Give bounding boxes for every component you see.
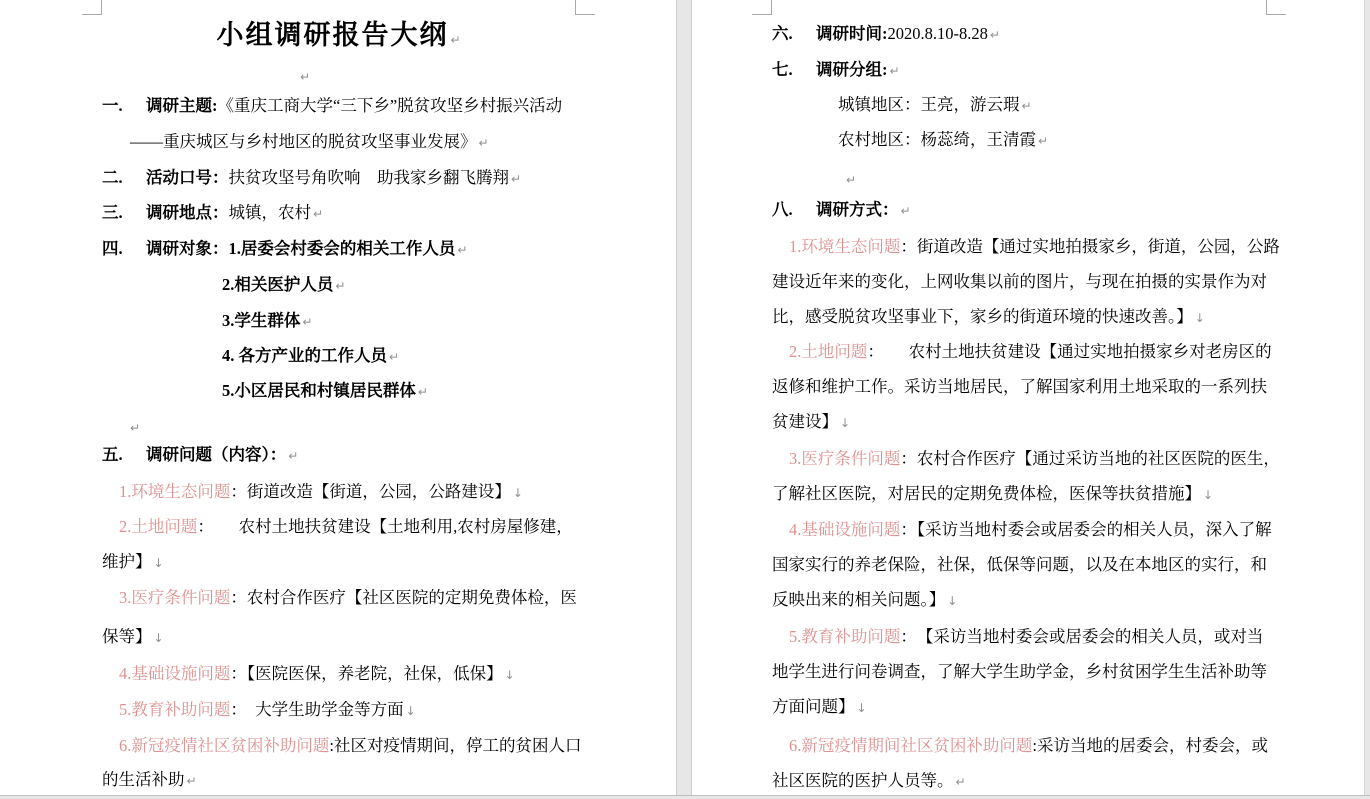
text-segment: 社区医院的医护人员等。 xyxy=(772,771,954,790)
text-line xyxy=(789,627,1263,647)
text-segment: 6.新冠疫情社区贫困补助问题 xyxy=(119,736,330,755)
text-segment: 农村地区：杨蕊绮，王清霞 xyxy=(838,130,1036,149)
text-line xyxy=(844,169,856,190)
text-segment: ——重庆城区与乡村地区的脱贫攻坚事业发展》 xyxy=(130,132,477,151)
formatting-mark: ↵ xyxy=(1021,99,1032,113)
formatting-mark: ↓ xyxy=(1203,488,1214,502)
text-segment: 四. xyxy=(102,239,123,258)
text-line xyxy=(130,132,489,153)
formatting-mark: ↵ xyxy=(335,279,346,293)
text-segment: 3.医疗条件问题 xyxy=(119,588,231,607)
formatting-mark: ↵ xyxy=(450,33,461,47)
text-segment: ： 【采访当地村委会或居委会的相关人员，或对当 xyxy=(900,627,1264,646)
text-line xyxy=(102,96,562,116)
text-line xyxy=(119,664,515,685)
text-line xyxy=(838,130,1048,151)
formatting-mark: ↵ xyxy=(889,64,900,78)
formatting-mark: ↵ xyxy=(130,421,141,435)
text-segment: 2020.8.10-8.28 xyxy=(887,24,988,43)
text-line xyxy=(772,24,1000,45)
text-line xyxy=(772,60,900,81)
text-segment: 3.医疗条件问题 xyxy=(789,449,901,468)
text-boundary-mark-top-left xyxy=(82,0,102,15)
text-segment: ：农村合作医疗【通过采访当地的社区医院的医生， xyxy=(900,449,1280,468)
text-line xyxy=(772,272,1267,292)
text-segment: 方面问题】 xyxy=(772,697,855,716)
text-line xyxy=(102,239,467,260)
text-segment: 2.土地问题 xyxy=(119,517,198,536)
text-line xyxy=(838,95,1032,116)
text-segment: ： 农村土地扶贫建设【土地利用,农村房屋修建， xyxy=(197,517,573,536)
text-line xyxy=(772,200,911,221)
text-segment: 6.新冠疫情期间社区贫困补助问题 xyxy=(789,736,1033,755)
text-segment: 1.环境生态问题 xyxy=(119,482,231,501)
formatting-mark: ↓ xyxy=(856,701,867,715)
text-segment: 城镇，农村 xyxy=(228,203,311,222)
text-segment: 1.居委会村委会的相关工作人员 xyxy=(228,239,456,258)
text-line xyxy=(772,590,957,611)
text-segment: 3.学生群体 xyxy=(222,311,301,330)
formatting-mark: ↵ xyxy=(955,775,966,789)
formatting-mark: ↵ xyxy=(417,385,428,399)
formatting-mark: ↵ xyxy=(989,28,1000,42)
text-line xyxy=(298,66,310,87)
text-segment: 4.基础设施问题 xyxy=(789,520,901,539)
text-line xyxy=(222,381,428,402)
text-line xyxy=(772,697,867,718)
text-segment: 二. xyxy=(102,168,123,187)
text-line xyxy=(102,168,521,189)
text-segment: 调研时间: xyxy=(816,24,888,43)
text-segment: ： 农村土地扶贫建设【通过实地拍摄家乡对老房区的 xyxy=(867,342,1272,361)
formatting-mark: ↵ xyxy=(302,315,313,329)
text-segment: 返修和维护工作。采访当地居民，了解国家利用土地采取的一系列扶 xyxy=(772,377,1267,396)
text-segment: 保等】 xyxy=(102,627,152,646)
text-segment: 2.土地问题 xyxy=(789,342,868,361)
formatting-mark: ↵ xyxy=(900,204,911,218)
text-line xyxy=(119,736,581,756)
text-line xyxy=(119,517,573,537)
text-line xyxy=(772,771,966,792)
formatting-mark: ↵ xyxy=(313,207,324,221)
text-segment: 反映出来的相关问题。】 xyxy=(772,590,946,609)
text-segment: 2.相关医护人员 xyxy=(222,275,334,294)
formatting-mark: ↵ xyxy=(288,449,299,463)
text-segment: 的生活补助 xyxy=(102,770,185,789)
text-segment: 5.教育补助问题 xyxy=(789,627,901,646)
page-2[interactable] xyxy=(692,0,1364,795)
text-segment: 调研方式： xyxy=(816,200,899,219)
text-segment: ：街道改造【街道，公园，公路建设】 xyxy=(230,482,511,501)
text-line xyxy=(772,412,850,433)
text-segment: 地学生进行问卷调查，了解大学生助学金，乡村贫困学生生活补助等 xyxy=(772,662,1267,681)
text-line xyxy=(222,311,312,332)
formatting-mark: ↓ xyxy=(840,416,851,430)
text-segment: 了解社区医院，对居民的定期免费体检，医保等扶贫措施】 xyxy=(772,484,1201,503)
text-segment: ：农村合作医疗【社区医院的定期免费体检，医 xyxy=(230,588,577,607)
text-line xyxy=(102,445,298,466)
text-line xyxy=(789,520,1272,540)
text-segment: 调研对象： xyxy=(146,239,229,258)
text-segment: 六. xyxy=(772,24,793,43)
page-gap xyxy=(676,0,692,795)
text-segment: 1.环境生态问题 xyxy=(789,237,901,256)
text-line xyxy=(102,770,197,791)
formatting-mark: ↵ xyxy=(300,70,311,84)
text-segment: ：街道改造【通过实地拍摄家乡，街道，公园，公路 xyxy=(900,237,1280,256)
text-boundary-mark-top-right xyxy=(575,0,595,15)
formatting-mark: ↵ xyxy=(511,172,522,186)
text-segment: 调研地点： xyxy=(146,203,229,222)
text-segment: 4.基础设施问题 xyxy=(119,664,231,683)
text-segment: ：【采访当地村委会或居委会的相关人员，深入了解 xyxy=(900,520,1272,539)
text-segment: 活动口号： xyxy=(146,168,229,187)
text-segment: 5.教育补助问题 xyxy=(119,700,231,719)
text-segment: ：【医院医保，养老院，社保，低保】 xyxy=(230,664,503,683)
text-line xyxy=(789,237,1280,257)
text-line xyxy=(128,417,140,438)
formatting-mark: ↓ xyxy=(504,668,515,682)
text-line xyxy=(772,662,1267,682)
text-line xyxy=(789,342,1272,362)
formatting-mark: ↓ xyxy=(405,704,416,718)
text-line xyxy=(102,552,164,573)
text-line xyxy=(102,627,164,648)
text-line xyxy=(119,482,523,503)
text-segment: 贫建设】 xyxy=(772,412,838,431)
text-line xyxy=(102,203,323,224)
text-segment: 城镇地区：王亮，游云瑕 xyxy=(838,95,1020,114)
text-segment: 一. xyxy=(102,96,123,115)
formatting-mark: ↓ xyxy=(153,631,164,645)
text-segment: 国家实行的养老保险，社保，低保等问题，以及在本地区的实行，和 xyxy=(772,555,1267,574)
text-line xyxy=(772,307,1205,328)
formatting-mark: ↵ xyxy=(389,350,400,364)
text-segment: :采访当地的居委会，村委会，或 xyxy=(1032,736,1268,755)
page-right-edge xyxy=(1364,0,1370,795)
formatting-mark: ↵ xyxy=(478,136,489,150)
formatting-mark: ↓ xyxy=(947,594,958,608)
text-segment: ： 大学生助学金等方面 xyxy=(230,700,404,719)
text-line xyxy=(772,377,1267,397)
page-1[interactable] xyxy=(0,0,676,795)
text-segment: 5.小区居民和村镇居民群体 xyxy=(222,381,416,400)
text-segment: 七. xyxy=(772,60,793,79)
text-segment: 比，感受脱贫攻坚事业下，家乡的街道环境的快速改善。】 xyxy=(772,307,1193,326)
text-segment: 调研问题（内容）： xyxy=(146,445,287,464)
text-line xyxy=(789,736,1268,756)
text-segment: 4. 各方产业的工作人员 xyxy=(222,346,387,365)
text-boundary-mark-top-left xyxy=(752,0,772,15)
text-segment: 小组调研报告大纲 xyxy=(216,20,449,50)
text-boundary-mark-top-right xyxy=(1266,0,1286,15)
page-bottom-edge xyxy=(0,795,1370,799)
text-segment: 调研主题: xyxy=(146,96,218,115)
text-segment: 三. xyxy=(102,203,123,222)
text-segment: 八. xyxy=(772,200,793,219)
text-line xyxy=(772,555,1267,575)
text-segment: 调研分组: xyxy=(816,60,888,79)
text-line xyxy=(772,484,1213,505)
text-segment: 维护】 xyxy=(102,552,152,571)
text-line xyxy=(789,449,1280,469)
text-line xyxy=(222,275,345,296)
text-segment: 扶贫攻坚号角吹响 助我家乡翻飞腾翔 xyxy=(228,168,509,187)
formatting-mark: ↵ xyxy=(457,243,468,257)
text-segment: 五. xyxy=(102,445,123,464)
formatting-mark: ↓ xyxy=(1194,311,1205,325)
formatting-mark: ↓ xyxy=(153,556,164,570)
text-segment: 《重庆工商大学“三下乡”脱贫攻坚乡村振兴活动 xyxy=(217,96,563,115)
text-line xyxy=(102,20,575,50)
formatting-mark: ↓ xyxy=(512,486,523,500)
text-segment: :社区对疫情期间，停工的贫困人口 xyxy=(329,736,582,755)
text-line xyxy=(119,700,416,721)
formatting-mark: ↵ xyxy=(846,173,857,187)
text-line xyxy=(119,588,577,608)
text-line xyxy=(222,346,399,367)
formatting-mark: ↵ xyxy=(186,774,197,788)
formatting-mark: ↵ xyxy=(1038,134,1049,148)
text-segment: 建设近年来的变化，上网收集以前的图片，与现在拍摄的实景作为对 xyxy=(772,272,1267,291)
